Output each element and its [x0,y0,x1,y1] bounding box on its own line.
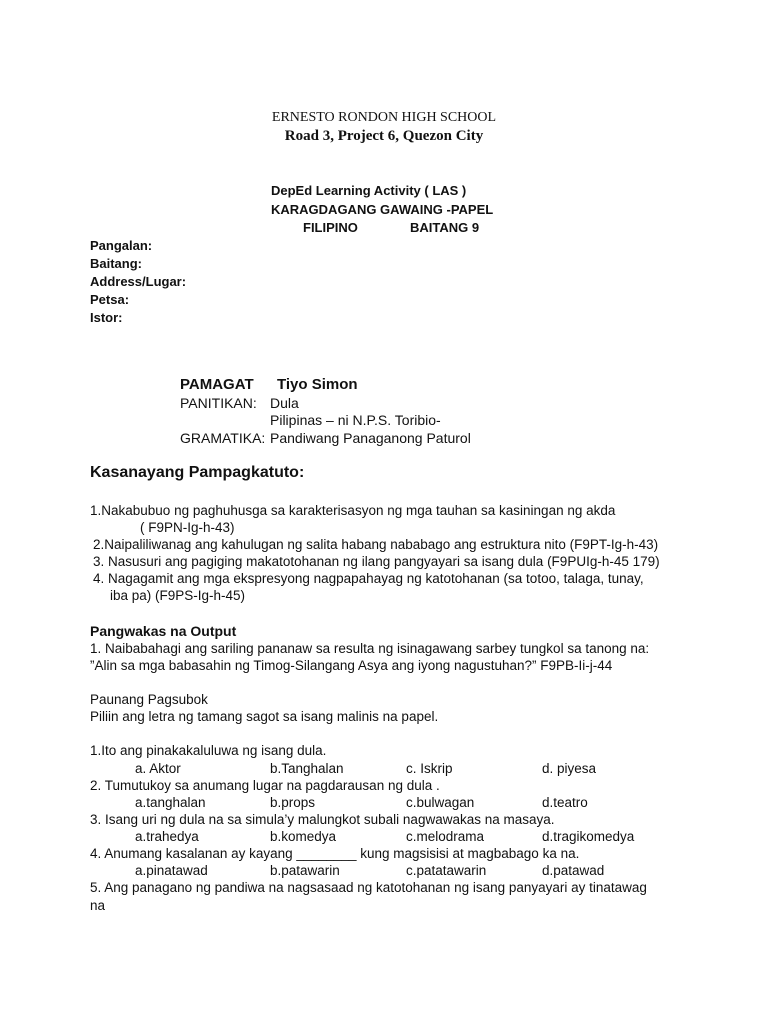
field-pangalan[interactable]: Pangalan: [90,238,153,253]
q1-choice-c[interactable]: c. Iskrip [406,761,453,776]
kasanayan-item-4: 4. Nagagamit ang mga ekspresyong nagpapahayag ng katotohanan (sa totoo, talaga, tunay, [93,571,644,586]
question-2: 2. Tumutukoy sa anumang lugar na pagdarausan ng dula . [90,778,440,793]
panitikan-value: Dula [270,395,299,411]
q2-choice-d[interactable]: d.teatro [542,795,588,810]
activity-title: DepEd Learning Activity ( LAS ) [271,183,467,198]
pamagat-label: PAMAGAT [180,376,254,393]
pangwakas-line-2: ”Alin sa mga babasahin ng Timog-Silangang Asya ang iyong nagustuhan?” F9PB-Ii-j-44 [90,658,613,673]
subject-label: FILIPINO [303,220,358,235]
gramatika-label: GRAMATIKA: [180,430,266,446]
q4-choice-b[interactable]: b.patawarin [270,863,340,878]
kasanayan-item-2: 2.Naipaliliwanag ang kahulugan ng salita habang nababago ang estruktura nito (F9PT-Ig-h-43) [93,537,659,552]
question-1: 1.Ito ang pinakakaluluwa ng isang dula. [90,743,327,758]
q3-choice-d[interactable]: d.tragikomedya [542,829,635,844]
q1-choice-b[interactable]: b.Tanghalan [270,761,344,776]
pamagat-value: Tiyo Simon [277,376,358,393]
kasanayan-item-1-code: ( F9PN-Ig-h-43) [140,520,235,535]
q1-choice-a[interactable]: a. Aktor [135,761,181,776]
question-3: 3. Isang uri ng dula na sa simula’y malungkot subali nagwawakas na masaya. [90,812,555,827]
worksheet-title: KARAGDAGANG GAWAING -PAPEL [271,202,494,217]
paunang-instruction: Piliin ang letra ng tamang sagot sa isang malinis na papel. [90,709,439,724]
panitikan-label: PANITIKAN: [180,395,257,411]
kasanayan-heading: Kasanayang Pampagkatuto: [90,464,305,481]
school-name: ERNESTO RONDON HIGH SCHOOL [271,110,497,125]
kasanayan-item-3: 3. Nasusuri ang pagiging makatotohanan ng ilang pangyayari sa isang dula (F9PUIg-h-45 179) [93,554,660,569]
q4-choice-c[interactable]: c.patatawarin [406,863,487,878]
q3-choice-a[interactable]: a.trahedya [135,829,199,844]
q3-choice-c[interactable]: c.melodrama [406,829,485,844]
kasanayan-item-1: 1.Nakabubuo ng paghuhusga sa karakterisasyon ng mga tauhan sa kasiningan ng akda [90,503,616,518]
panitikan-origin: Pilipinas – ni N.P.S. Toribio- [270,412,441,428]
field-petsa[interactable]: Petsa: [90,292,130,307]
gramatika-value: Pandiwang Panaganong Paturol [270,430,471,446]
grade-label: BAITANG 9 [410,220,480,235]
kasanayan-item-4-cont: iba pa) (F9PS-Ig-h-45) [110,588,246,603]
question-5: 5. Ang panagano ng pandiwa na nagsasaad ng katotohanan ng isang panyayari ay tinatawag [90,880,647,895]
school-address: Road 3, Project 6, Quezon City [284,128,484,144]
q2-choice-a[interactable]: a.tanghalan [135,795,206,810]
q4-choice-d[interactable]: d.patawad [542,863,605,878]
q3-choice-b[interactable]: b.komedya [270,829,337,844]
pangwakas-line-1: 1. Naibabahagi ang sariling pananaw sa resulta ng isinagawang sarbey tungkol sa tanong na: [90,641,650,656]
question-5-cont: na [90,898,106,913]
field-baitang[interactable]: Baitang: [90,256,142,271]
field-address[interactable]: Address/Lugar: [90,274,187,289]
paunang-heading: Paunang Pagsubok [90,692,208,707]
question-4: 4. Anumang kasalanan ay kayang ________ kung magsisisi at magbabago ka na. [90,846,580,861]
field-istor[interactable]: Istor: [90,310,123,325]
pangwakas-heading: Pangwakas na Output [90,623,237,639]
q4-choice-a[interactable]: a.pinatawad [135,863,208,878]
q2-choice-b[interactable]: b.props [270,795,316,810]
q2-choice-c[interactable]: c.bulwagan [406,795,475,810]
q1-choice-d[interactable]: d. piyesa [542,761,597,776]
